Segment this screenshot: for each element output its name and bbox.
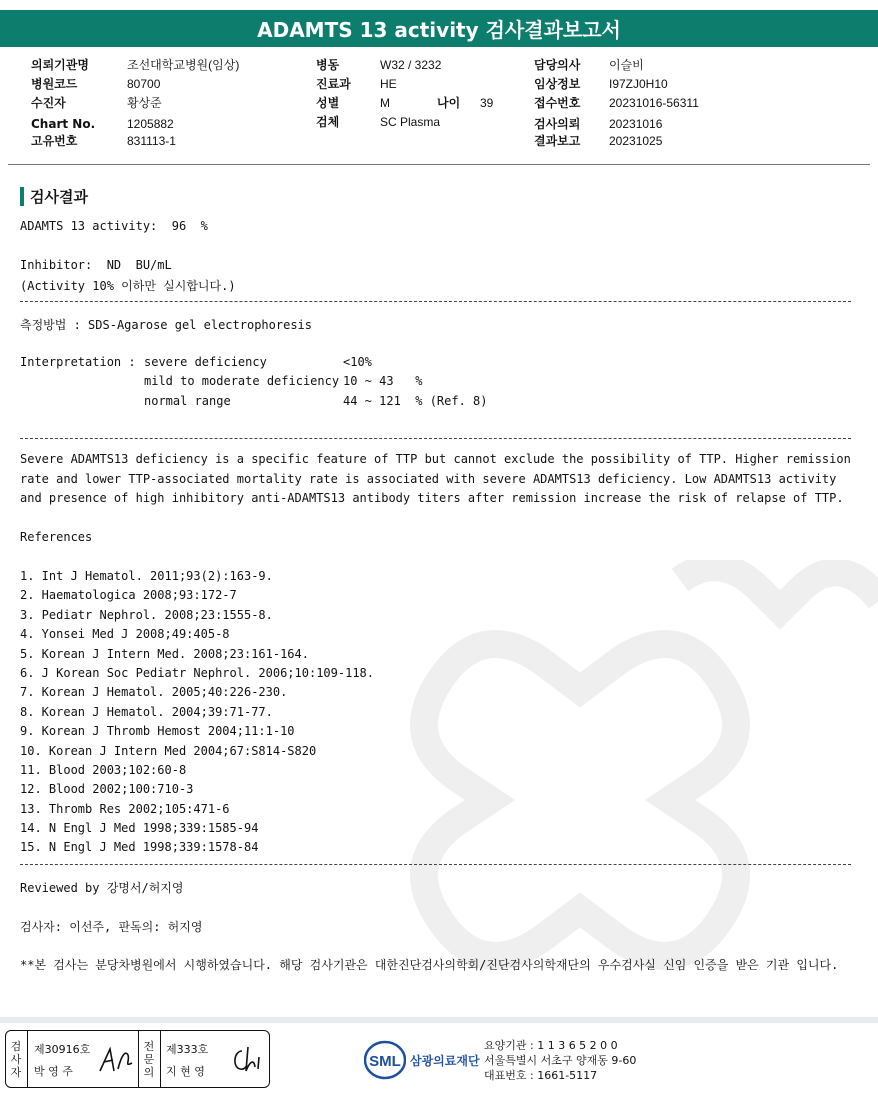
stamp-right-vertical: 전 문 의 (143, 1039, 155, 1079)
header-value: 조선대학교병원(임상) (127, 58, 240, 72)
notice-paragraph: **본 검사는 분당차병원에서 시행하였습니다. 해당 검사기관은 대한진단검사의학회/진단검사의학재단의 우수검사실 신임 인증을 받은 기관 입니다. (20, 958, 839, 972)
header-value: 80700 (127, 77, 161, 91)
header-value: SC Plasma (380, 115, 441, 129)
stamp-left-name: 박 영 주 (34, 1065, 73, 1078)
stamp-divider (160, 1031, 161, 1087)
comment-paragraph: Severe ADAMTS13 deficiency is a specific feature of TTP but cannot exclude the possibility of TTP. Higher remission rate and lower TTP-associated mortality rate is associated with severe ADAMTS13 deficiency. Low ADAMTS13 activity and presence of high inhibitory anti-ADAMTS13 antibody titers after remission increase the risk of relapse of TTP. (20, 452, 851, 506)
interpretation-label: Interpretation : (20, 355, 136, 369)
reference-item: 5. Korean J Intern Med. 2008;23:161-164. (20, 646, 309, 661)
stamp-right-name: 지 현 영 (166, 1065, 205, 1078)
company-info-line: 대표번호 : 1661-5117 (484, 1069, 598, 1082)
stamp-left-number: 제30916호 (34, 1043, 91, 1056)
dashed-divider (20, 864, 851, 865)
reference-item: 7. Korean J Hematol. 2005;40:226-230. (20, 685, 288, 700)
header-value: 1205882 (127, 117, 174, 131)
header-value: M (380, 96, 390, 110)
header-label: 진료과 (316, 77, 351, 91)
reference-item: 11. Blood 2003;102:60-8 (20, 762, 187, 777)
header-value: HE (380, 77, 397, 91)
reference-item: 3. Pediatr Nephrol. 2008;23:1555-8. (20, 607, 273, 622)
header-value: 황상준 (127, 96, 162, 110)
header-label: 검사의뢰 (534, 117, 581, 131)
dashed-divider (20, 438, 851, 439)
header-label: 담당의사 (534, 58, 581, 72)
reference-item: 4. Yonsei Med J 2008;49:405-8 (20, 627, 230, 642)
header-value: 831113-1 (127, 134, 176, 148)
header-label: 고유번호 (31, 134, 78, 148)
age-value: 39 (480, 96, 494, 110)
stamp-left-vertical: 검 사 자 (10, 1039, 22, 1079)
company-info-line: 요양기관 : 1 1 3 6 5 2 0 0 (484, 1039, 618, 1052)
header-value: 20231016-56311 (609, 96, 699, 110)
interp-range: 10 ~ 43 % (343, 374, 423, 388)
header-label: 임상정보 (534, 77, 581, 91)
reviewed-by: Reviewed by 강명서/허지영 (20, 881, 184, 895)
section-title (20, 186, 88, 207)
stamp-right-number: 제333호 (166, 1043, 209, 1056)
section-marker (20, 187, 24, 206)
company-logo (364, 1040, 480, 1080)
header-label: 접수번호 (534, 96, 581, 110)
age-label: 나이 (437, 96, 461, 110)
section-title-text: 검사결과 (30, 188, 88, 206)
company-name: 삼광의료재단 (410, 1053, 480, 1068)
header-label: Chart No. (31, 117, 96, 131)
reference-item: 14. N Engl J Med 1998;339:1585-94 (20, 821, 259, 836)
activity-result: ADAMTS 13 activity: 96 % (20, 219, 208, 233)
signature-right-icon (228, 1043, 266, 1077)
reference-item: 1. Int J Hematol. 2011;93(2):163-9. (20, 569, 273, 583)
interp-range: 44 ~ 121 % (Ref. 8) (343, 394, 488, 408)
svg-text:SML: SML (369, 1053, 401, 1070)
report-title: ADAMTS 13 activity 검사결과보고서 (0, 10, 878, 47)
reference-item: 2. Haematologica 2008;93:172-7 (20, 588, 237, 603)
reference-item: 15. N Engl J Med 1998;339:1578-84 (20, 840, 259, 855)
inhibitor-result: Inhibitor: ND BU/mL (20, 258, 172, 272)
examiner-line: 검사자: 이선주, 판독의: 허지영 (20, 920, 203, 934)
sml-logo-icon (364, 1040, 406, 1080)
header-label: 결과보고 (534, 134, 581, 148)
inhibitor-note: (Activity 10% 이하만 실시합니다.) (20, 279, 236, 293)
header-divider (8, 164, 870, 165)
interp-name: normal range (144, 394, 231, 408)
stamp-divider (27, 1031, 28, 1087)
header-label: 병동 (316, 58, 340, 72)
company-info (484, 1038, 636, 1083)
header-label: 의뢰기관명 (31, 58, 89, 72)
header-value: W32 / 3232 (380, 58, 442, 72)
references-title: References (20, 530, 93, 544)
signature-stamp (5, 1030, 270, 1088)
header-label: 수진자 (31, 96, 66, 110)
header-label: 성별 (316, 96, 340, 110)
interp-name: mild to moderate deficiency (144, 374, 340, 388)
reference-item: 9. Korean J Thromb Hemost 2004;11:1-10 (20, 724, 295, 739)
report-header (0, 54, 878, 154)
header-label: 병원코드 (31, 77, 78, 91)
dashed-divider (20, 301, 851, 302)
header-value: 20231016 (609, 117, 663, 131)
interp-range: <10% (343, 355, 372, 369)
header-value: 20231025 (609, 134, 663, 148)
header-label: 검체 (316, 115, 340, 129)
company-info-line: 서울특별시 서초구 양재동 9-60 (484, 1054, 637, 1067)
reference-item: 8. Korean J Hematol. 2004;39:71-77. (20, 704, 273, 719)
header-value: 이슬비 (609, 58, 644, 72)
reference-item: 6. J Korean Soc Pediatr Nephrol. 2006;10:109-118. (20, 665, 375, 680)
reference-item: 13. Thromb Res 2002;105:471-6 (20, 801, 230, 816)
signature-left-icon (96, 1045, 136, 1077)
reference-item: 10. Korean J Intern Med 2004;67:S814-S820 (20, 743, 317, 758)
header-value: I97ZJ0H10 (609, 77, 668, 91)
interp-name: severe deficiency (144, 355, 267, 369)
references-list (20, 567, 860, 858)
method-line: 측정방법 : SDS-Agarose gel electrophoresis (20, 318, 313, 332)
reference-item: 12. Blood 2002;100:710-3 (20, 782, 194, 797)
